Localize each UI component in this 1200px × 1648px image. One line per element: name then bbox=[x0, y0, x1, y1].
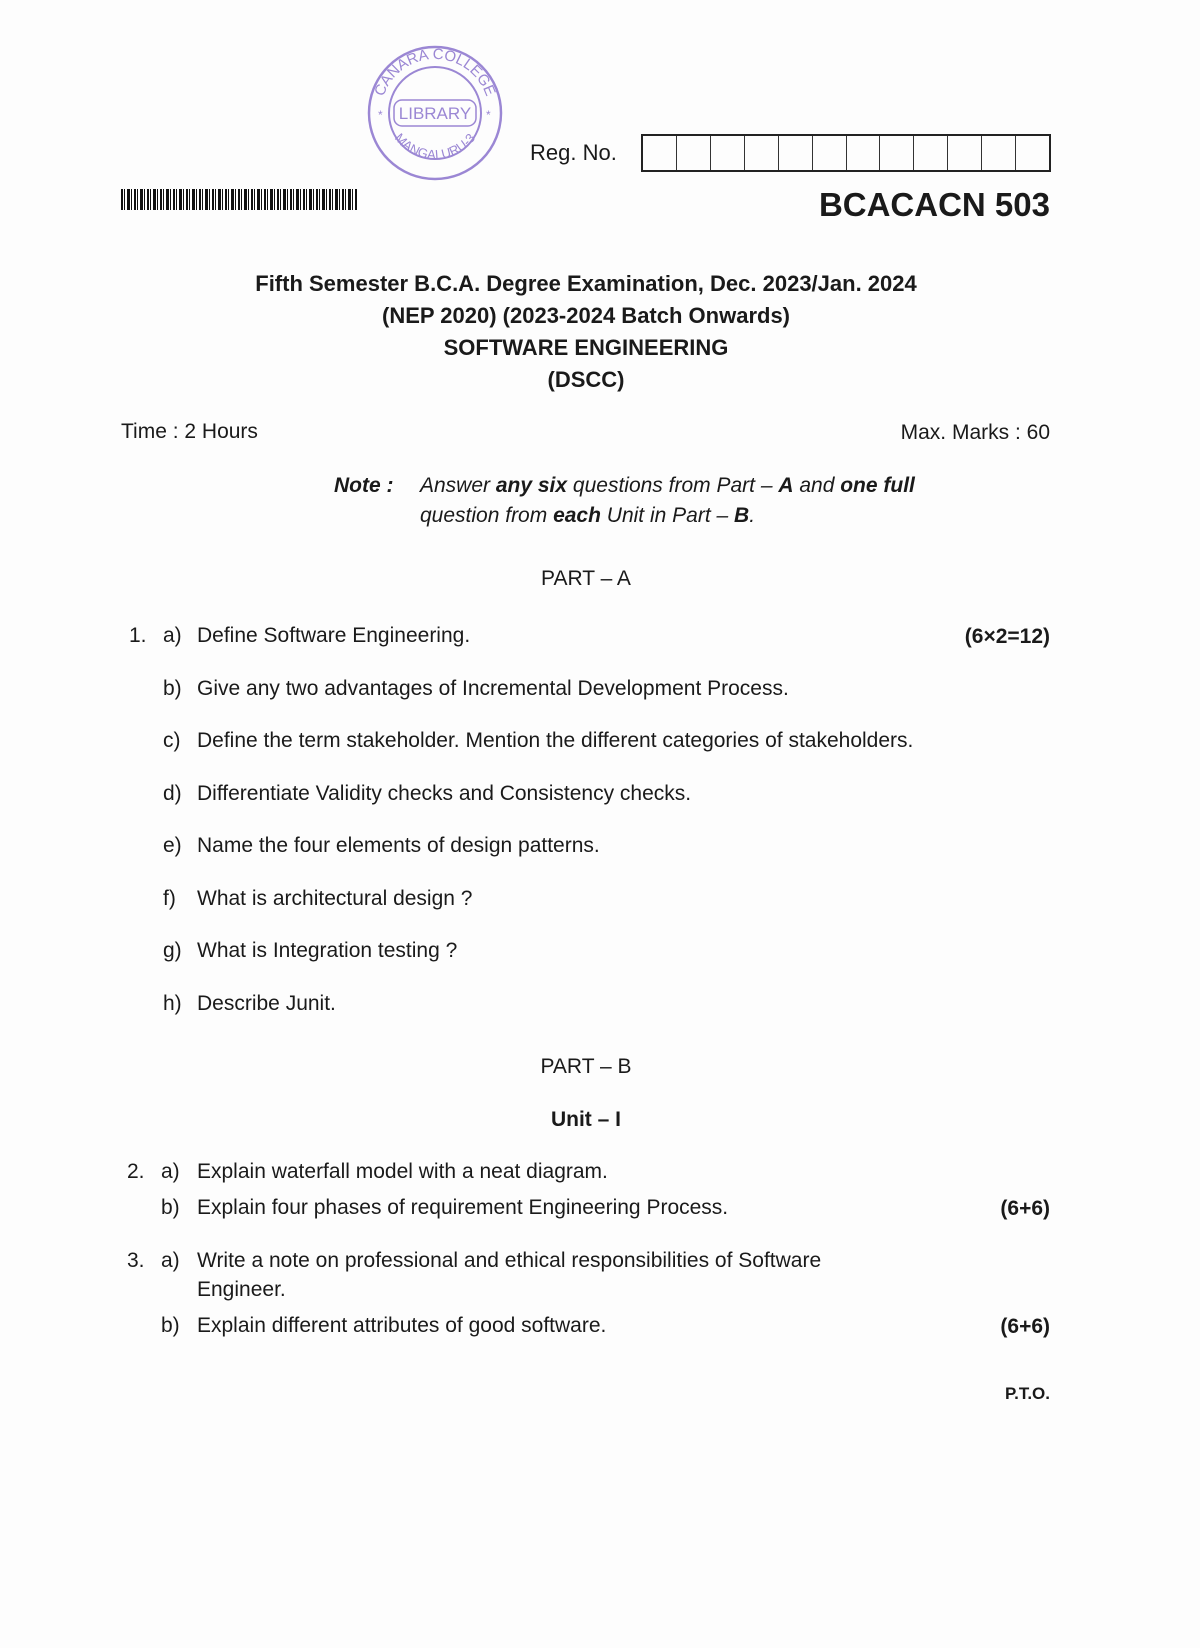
question-number: 3. bbox=[127, 1249, 145, 1272]
sub-letter: d) bbox=[163, 781, 182, 805]
sub-letter: b) bbox=[161, 1314, 180, 1337]
part-b-heading: PART – B bbox=[540, 1055, 632, 1078]
question-text: What is architectural design ? bbox=[197, 886, 473, 910]
sub-letter: b) bbox=[161, 1196, 180, 1219]
question-marks: (6×2=12) bbox=[964, 625, 1050, 648]
question-number: 1. bbox=[129, 624, 147, 647]
reg-no-boxes bbox=[641, 134, 1051, 172]
question-text: What is Integration testing ? bbox=[197, 939, 458, 962]
sub-letter: a) bbox=[161, 1160, 180, 1183]
svg-text:MANGALURU-3: MANGALURU-3 bbox=[391, 130, 479, 163]
subject-type: (DSCC) bbox=[547, 367, 625, 392]
sub-letter: b) bbox=[163, 676, 182, 700]
question-marks: (6+6) bbox=[1000, 1315, 1050, 1338]
unit-heading: Unit – I bbox=[550, 1108, 621, 1131]
max-marks: Max. Marks : 60 bbox=[900, 421, 1050, 444]
question-text: Define Software Engineering. bbox=[197, 624, 471, 647]
svg-text:*: * bbox=[486, 108, 491, 122]
note-line-2: question from each Unit in Part – B. bbox=[420, 504, 756, 527]
question-text: Explain different attributes of good software. bbox=[197, 1314, 607, 1337]
question-text: Describe Junit. bbox=[197, 991, 336, 1015]
question-text: Engineer. bbox=[197, 1278, 286, 1301]
subject-title: SOFTWARE ENGINEERING bbox=[443, 335, 729, 360]
question-number: 2. bbox=[127, 1160, 145, 1183]
question-text: Define the term stakeholder. Mention the different categories of stakeholders. bbox=[197, 729, 914, 752]
reg-no-label: Reg. No. bbox=[530, 140, 617, 165]
svg-text:*: * bbox=[378, 108, 383, 122]
sub-letter: a) bbox=[163, 624, 182, 647]
exam-title: Fifth Semester B.C.A. Degree Examination, Dec. 2023/Jan. 2024 bbox=[255, 271, 917, 296]
library-stamp bbox=[366, 44, 504, 182]
sub-letter: e) bbox=[163, 834, 182, 857]
note-label: Note : bbox=[334, 474, 394, 497]
svg-text:CANARA COLLEGE: CANARA COLLEGE bbox=[371, 45, 499, 99]
question-text: Give any two advantages of Incremental Development Process. bbox=[197, 676, 789, 700]
sub-letter: f) bbox=[163, 886, 176, 910]
barcode bbox=[121, 189, 357, 210]
note-line-1: Answer any six questions from Part – A and one full bbox=[420, 474, 915, 497]
sub-letter: g) bbox=[163, 939, 182, 962]
question-text: Differentiate Validity checks and Consistency checks. bbox=[197, 781, 692, 805]
svg-text:LIBRARY: LIBRARY bbox=[398, 104, 472, 123]
question-text: Explain four phases of requirement Engineering Process. bbox=[197, 1196, 729, 1219]
sub-letter: a) bbox=[161, 1249, 180, 1272]
question-marks: (6+6) bbox=[1000, 1197, 1050, 1220]
pto-label: P.T.O. bbox=[1004, 1384, 1050, 1403]
paper-code: BCACACN 503 bbox=[818, 186, 1050, 223]
part-a-heading: PART – A bbox=[541, 567, 631, 590]
sub-letter: h) bbox=[163, 991, 182, 1015]
question-text: Explain waterfall model with a neat diagram. bbox=[197, 1160, 608, 1183]
sub-letter: c) bbox=[163, 729, 181, 752]
question-text: Write a note on professional and ethical responsibilities of Software bbox=[197, 1249, 822, 1272]
exam-batch: (NEP 2020) (2023-2024 Batch Onwards) bbox=[382, 303, 790, 328]
time-label: Time : 2 Hours bbox=[121, 420, 258, 443]
question-text: Name the four elements of design patterns. bbox=[197, 834, 600, 857]
